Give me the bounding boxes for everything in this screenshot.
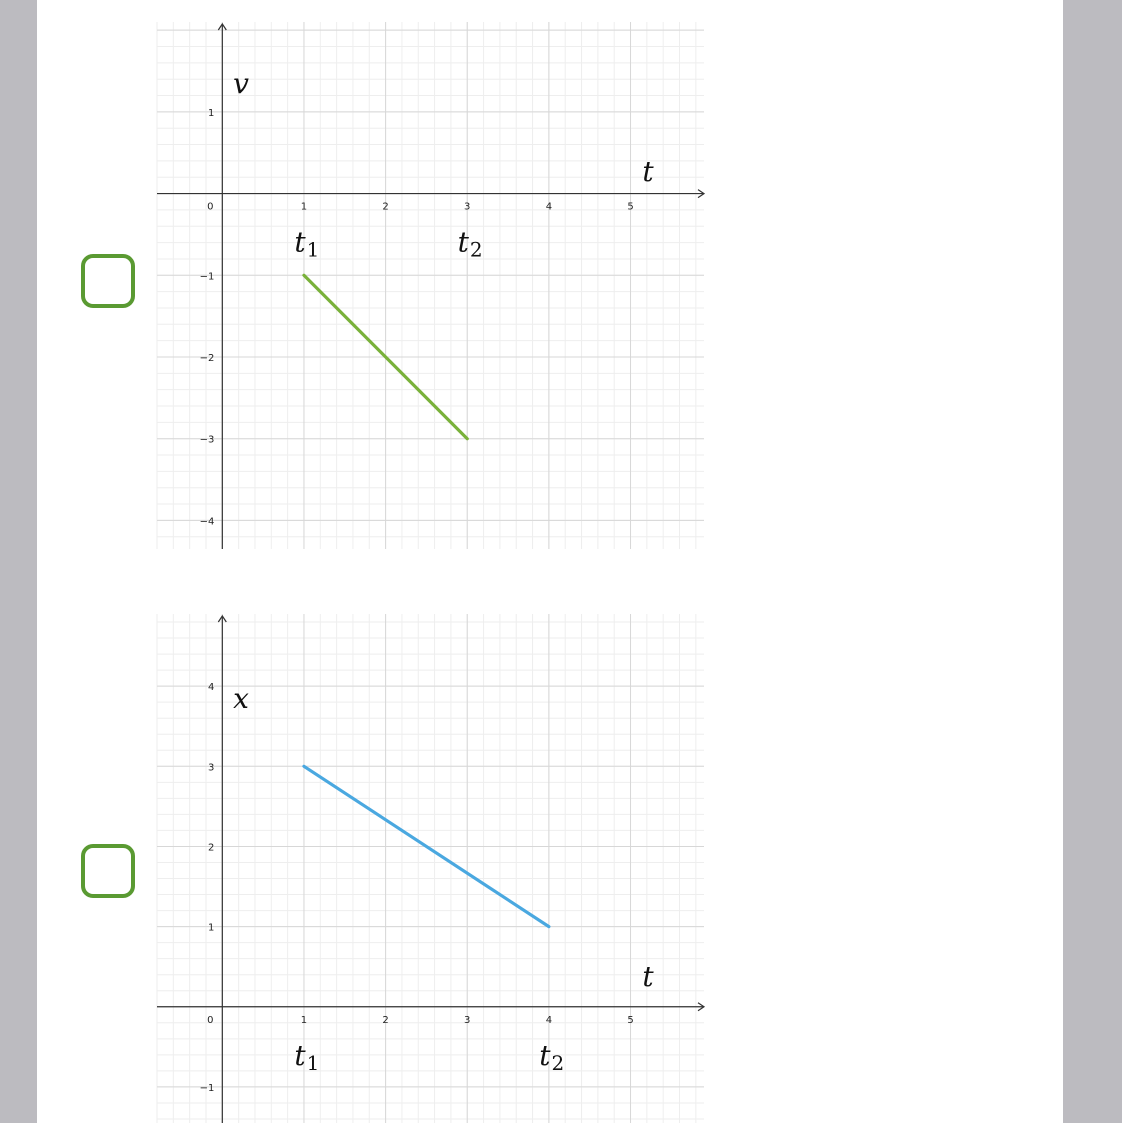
y-tick-label: −4 bbox=[199, 516, 215, 528]
time-marker-label: t bbox=[294, 1038, 306, 1072]
y-tick-label: 1 bbox=[207, 107, 215, 119]
chart-1 bbox=[157, 22, 704, 549]
x-tick-label: 1 bbox=[300, 201, 308, 213]
x-tick-label: 5 bbox=[627, 1014, 634, 1026]
x-tick-label: 5 bbox=[627, 201, 634, 213]
y-tick-label: 1 bbox=[207, 922, 215, 934]
x-axis-label: t bbox=[642, 155, 654, 188]
x-tick-label: 2 bbox=[382, 201, 389, 213]
time-marker-subscript: 1 bbox=[306, 237, 320, 262]
x-tick-label: 0 bbox=[207, 1014, 214, 1026]
y-tick-label: −1 bbox=[199, 1082, 215, 1094]
x-tick-label: 0 bbox=[207, 201, 214, 213]
time-marker-subscript: 2 bbox=[469, 237, 483, 262]
x-axis-label: t bbox=[642, 960, 654, 993]
y-axis-label: v bbox=[233, 67, 249, 100]
y-tick-label: 3 bbox=[207, 762, 215, 774]
time-marker-subscript: 2 bbox=[551, 1050, 565, 1075]
x-tick-label: 1 bbox=[300, 1014, 308, 1026]
time-marker-label: t bbox=[539, 1038, 551, 1072]
x-tick-label: 3 bbox=[464, 201, 471, 213]
x-tick-label: 4 bbox=[545, 1014, 553, 1026]
time-marker-label: t bbox=[294, 225, 306, 259]
y-tick-label: 4 bbox=[207, 682, 215, 694]
chart-2 bbox=[157, 614, 704, 1123]
x-tick-label: 2 bbox=[382, 1014, 389, 1026]
y-tick-label: −2 bbox=[199, 352, 215, 364]
y-axis-label: x bbox=[233, 682, 249, 715]
time-marker-subscript: 1 bbox=[306, 1050, 320, 1075]
y-tick-label: −3 bbox=[199, 434, 215, 446]
y-tick-label: −1 bbox=[199, 271, 215, 283]
minor-grid bbox=[157, 22, 704, 549]
x-tick-label: 3 bbox=[464, 1014, 471, 1026]
y-tick-label: 2 bbox=[207, 842, 215, 854]
time-marker-label: t bbox=[457, 225, 469, 259]
x-tick-label: 4 bbox=[545, 201, 553, 213]
